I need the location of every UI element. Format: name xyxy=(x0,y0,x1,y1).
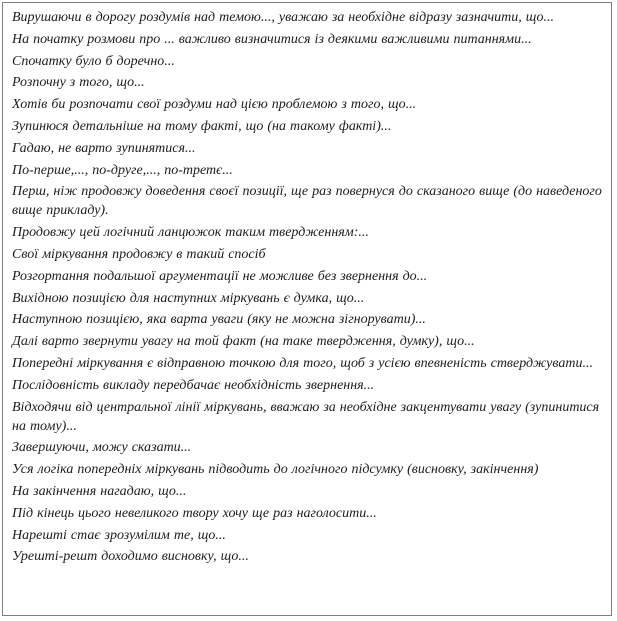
phrase-row: Послідовність викладу передбачає необхідність звернення... xyxy=(12,377,375,393)
phrase-row: На початку розмови про ... важливо визначитися із деякими важливими питаннями... xyxy=(12,31,532,47)
phrase-row: Урешті-решт доходимо висновку, що... xyxy=(12,549,249,565)
phrase-table xyxy=(2,2,612,616)
phrase-row: Розгортання подальшої аргументації не можливе без звернення до... xyxy=(12,268,428,284)
phrase-row: Вихідною позицією для наступних міркувань є думка, що... xyxy=(12,290,365,306)
phrase-row: По-перше,..., по-друге,..., по-третє... xyxy=(12,162,233,178)
phrase-row: Продовжу цей логічний ланцюжок таким твердженням:... xyxy=(12,225,369,241)
phrase-row: На закінчення нагадаю, що... xyxy=(12,483,187,499)
phrase-row: Спочатку було б доречно... xyxy=(12,53,175,69)
phrase-row: Нарешті стає зрозумілим те, що... xyxy=(12,527,226,543)
phrase-row: Зупинюся детальніше на тому факті, що (на такому факті)... xyxy=(12,118,392,134)
phrase-row: Попередні міркування є відправною точкою для того, щоб з усією впевненість стверджувати... xyxy=(12,355,593,371)
phrase-row: Завершуючи, можу сказати... xyxy=(12,440,192,456)
phrase-row: Відходячи від центральної лінії міркувань, вважаю за необхідне закцентувати увагу (зупинитися на тому)... xyxy=(12,399,600,434)
phrase-row: Уся логіка попередніх міркувань підводить до логічного підсумку (висновку, закінчення) xyxy=(12,462,539,478)
phrase-row: Вирушаючи в дорогу роздумів над темою..., уважаю за необхідне відразу зазначити, що... xyxy=(12,10,555,25)
phrase-row: Під кінець цього невеликого твору хочу ще раз наголосити... xyxy=(12,505,377,521)
phrase-row: Далі варто звернути увагу на той факт (на таке твердження, думку), що... xyxy=(12,334,475,350)
phrase-row: Свої міркування продовжу в такий спосіб xyxy=(12,246,266,262)
phrase-row: Гадаю, не варто зупинятися... xyxy=(12,140,196,156)
phrase-row: Перш, ніж продовжу доведення своєї позиції, ще раз повернуся до сказаного вище (до наведеного вище прикладу). xyxy=(12,184,602,219)
phrase-row: Хотів би розпочати свої роздуми над цією проблемою з того, що... xyxy=(12,97,417,113)
phrase-row: Наступною позицією, яка варта уваги (яку не можна зігнорувати)... xyxy=(12,312,426,328)
phrase-row: Розпочну з того, що... xyxy=(12,75,145,91)
